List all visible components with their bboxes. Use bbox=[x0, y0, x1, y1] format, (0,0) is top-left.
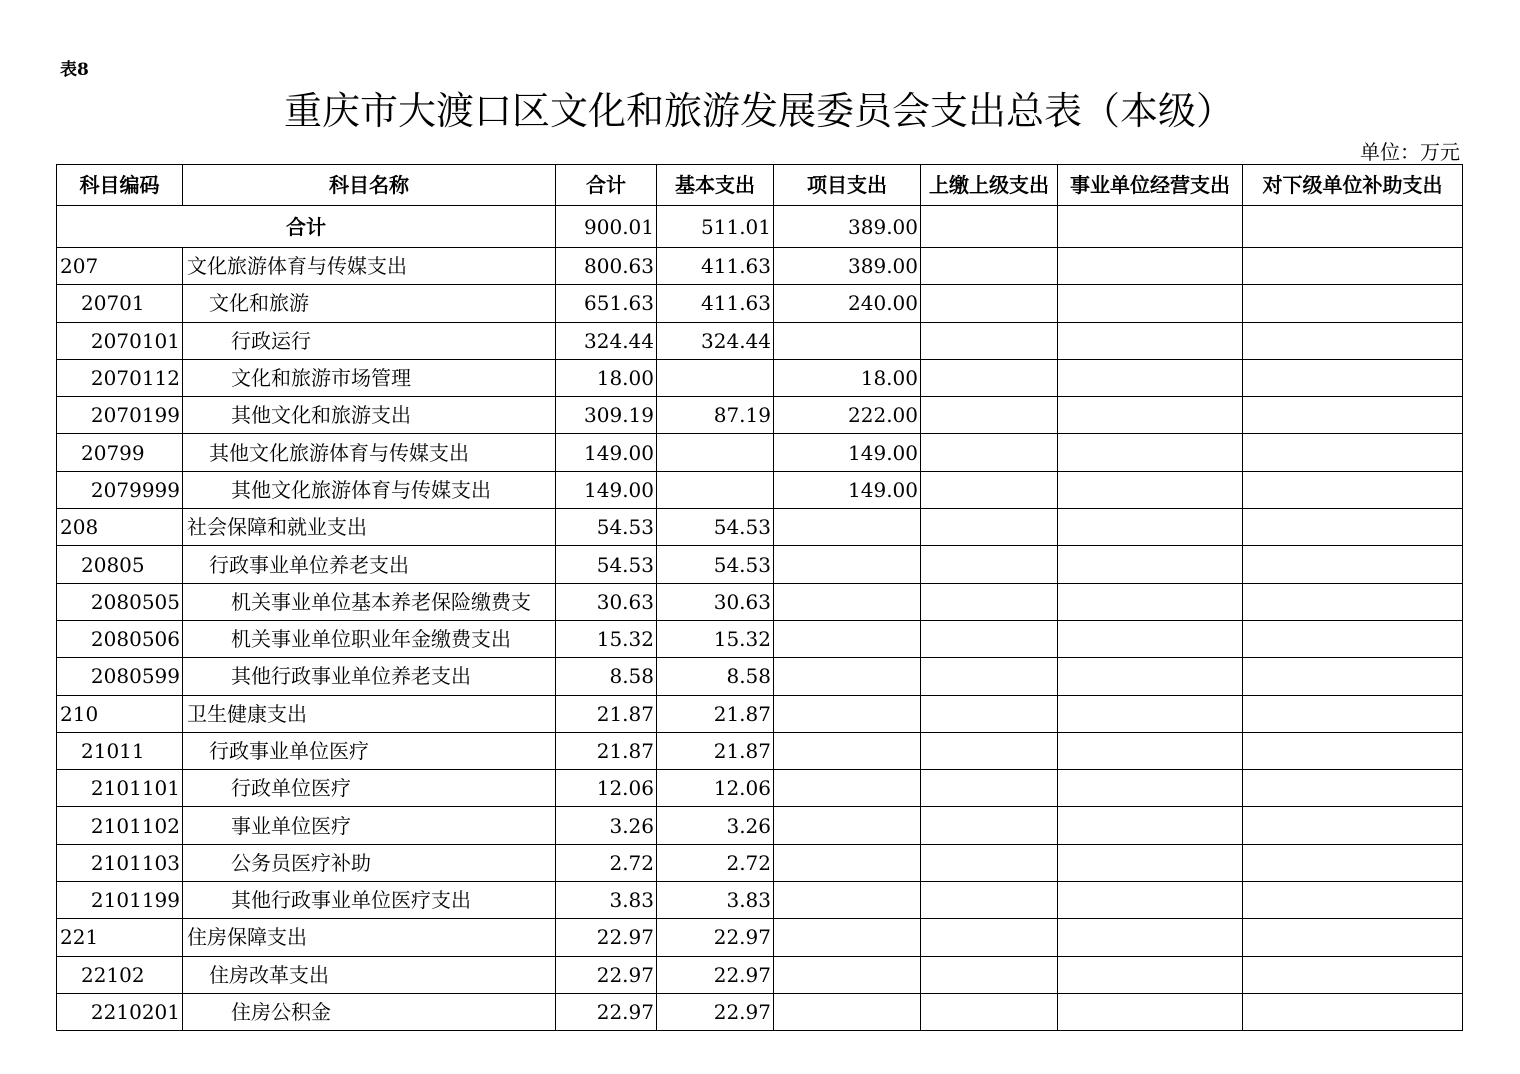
row-upper bbox=[921, 583, 1058, 620]
row-project: 149.00 bbox=[774, 434, 921, 471]
row-name: 其他文化旅游体育与传媒支出 bbox=[183, 434, 556, 471]
row-project: 240.00 bbox=[774, 285, 921, 322]
header-upper: 上缴上级支出 bbox=[921, 165, 1058, 206]
row-project: 222.00 bbox=[774, 397, 921, 434]
row-project bbox=[774, 322, 921, 359]
table-row bbox=[57, 248, 1463, 285]
row-basic bbox=[657, 434, 774, 471]
row-basic: 54.53 bbox=[657, 546, 774, 583]
header-name: 科目名称 bbox=[183, 165, 556, 206]
row-business bbox=[1058, 285, 1243, 322]
row-project bbox=[774, 658, 921, 695]
table-row bbox=[57, 919, 1463, 956]
row-code: 21011 bbox=[57, 732, 183, 769]
row-name: 卫生健康支出 bbox=[183, 695, 556, 732]
row-business bbox=[1058, 471, 1243, 508]
table-row bbox=[57, 285, 1463, 322]
row-code: 20799 bbox=[57, 434, 183, 471]
row-project bbox=[774, 956, 921, 993]
table-row bbox=[57, 732, 1463, 769]
row-subsidy bbox=[1243, 248, 1463, 285]
row-project bbox=[774, 546, 921, 583]
row-upper bbox=[921, 359, 1058, 396]
row-sum: 651.63 bbox=[556, 285, 657, 322]
page-title: 重庆市大渡口区文化和旅游发展委员会支出总表（本级） bbox=[283, 89, 1234, 133]
row-business bbox=[1058, 770, 1243, 807]
row-basic bbox=[657, 471, 774, 508]
row-project bbox=[774, 620, 921, 657]
unit-label: 单位：万元 bbox=[1360, 140, 1460, 164]
row-basic: 2.72 bbox=[657, 844, 774, 881]
row-code: 2101101 bbox=[57, 770, 183, 807]
row-name: 事业单位医疗 bbox=[183, 807, 556, 844]
row-code: 2070112 bbox=[57, 359, 183, 396]
row-sum: 3.26 bbox=[556, 807, 657, 844]
header-basic: 基本支出 bbox=[657, 165, 774, 206]
row-subsidy bbox=[1243, 397, 1463, 434]
row-project bbox=[774, 993, 921, 1030]
row-code: 20701 bbox=[57, 285, 183, 322]
row-project bbox=[774, 583, 921, 620]
row-subsidy bbox=[1243, 509, 1463, 546]
row-code: 2070199 bbox=[57, 397, 183, 434]
row-sum: 149.00 bbox=[556, 434, 657, 471]
row-upper bbox=[921, 620, 1058, 657]
row-business bbox=[1058, 509, 1243, 546]
row-project bbox=[774, 882, 921, 919]
row-business bbox=[1058, 882, 1243, 919]
total-row bbox=[57, 206, 1463, 248]
row-code: 2079999 bbox=[57, 471, 183, 508]
row-business bbox=[1058, 322, 1243, 359]
table-row bbox=[57, 993, 1463, 1030]
header-project: 项目支出 bbox=[774, 165, 921, 206]
table-row bbox=[57, 397, 1463, 434]
row-upper bbox=[921, 546, 1058, 583]
row-name: 住房保障支出 bbox=[183, 919, 556, 956]
row-subsidy bbox=[1243, 322, 1463, 359]
row-upper bbox=[921, 956, 1058, 993]
row-basic: 411.63 bbox=[657, 248, 774, 285]
row-basic: 21.87 bbox=[657, 695, 774, 732]
row-name: 行政运行 bbox=[183, 322, 556, 359]
row-code: 2080599 bbox=[57, 658, 183, 695]
row-basic: 22.97 bbox=[657, 919, 774, 956]
row-basic: 324.44 bbox=[657, 322, 774, 359]
row-sum: 149.00 bbox=[556, 471, 657, 508]
row-business bbox=[1058, 919, 1243, 956]
row-subsidy bbox=[1243, 732, 1463, 769]
row-upper bbox=[921, 471, 1058, 508]
table-row bbox=[57, 509, 1463, 546]
row-basic: 15.32 bbox=[657, 620, 774, 657]
row-sum: 21.87 bbox=[556, 732, 657, 769]
row-code: 207 bbox=[57, 248, 183, 285]
row-sum: 22.97 bbox=[556, 993, 657, 1030]
row-name: 文化旅游体育与传媒支出 bbox=[183, 248, 556, 285]
row-basic: 22.97 bbox=[657, 993, 774, 1030]
row-name: 住房公积金 bbox=[183, 993, 556, 1030]
row-upper bbox=[921, 658, 1058, 695]
row-sum: 54.53 bbox=[556, 546, 657, 583]
row-name: 机关事业单位基本养老保险缴费支 bbox=[183, 583, 556, 620]
expenditure-table bbox=[56, 164, 1463, 1031]
table-row bbox=[57, 956, 1463, 993]
row-sum: 21.87 bbox=[556, 695, 657, 732]
row-name: 公务员医疗补助 bbox=[183, 844, 556, 881]
row-project: 18.00 bbox=[774, 359, 921, 396]
row-business bbox=[1058, 732, 1243, 769]
row-upper bbox=[921, 807, 1058, 844]
row-subsidy bbox=[1243, 956, 1463, 993]
row-name: 其他行政事业单位医疗支出 bbox=[183, 882, 556, 919]
row-sum: 54.53 bbox=[556, 509, 657, 546]
row-sum: 324.44 bbox=[556, 322, 657, 359]
header-row bbox=[57, 165, 1463, 206]
row-upper bbox=[921, 770, 1058, 807]
row-code: 2101199 bbox=[57, 882, 183, 919]
row-code: 2080505 bbox=[57, 583, 183, 620]
row-business bbox=[1058, 956, 1243, 993]
row-sum: 12.06 bbox=[556, 770, 657, 807]
row-subsidy bbox=[1243, 658, 1463, 695]
row-code: 208 bbox=[57, 509, 183, 546]
row-upper bbox=[921, 882, 1058, 919]
row-project bbox=[774, 919, 921, 956]
row-business bbox=[1058, 359, 1243, 396]
row-subsidy bbox=[1243, 695, 1463, 732]
row-business bbox=[1058, 583, 1243, 620]
row-project: 149.00 bbox=[774, 471, 921, 508]
row-sum: 15.32 bbox=[556, 620, 657, 657]
row-code: 22102 bbox=[57, 956, 183, 993]
table-row bbox=[57, 322, 1463, 359]
row-upper bbox=[921, 919, 1058, 956]
row-name: 文化和旅游 bbox=[183, 285, 556, 322]
table-row bbox=[57, 583, 1463, 620]
header-subsidy: 对下级单位补助支出 bbox=[1243, 165, 1463, 206]
row-business bbox=[1058, 546, 1243, 583]
total-label: 合计 bbox=[57, 206, 556, 248]
row-project bbox=[774, 695, 921, 732]
row-business bbox=[1058, 695, 1243, 732]
row-subsidy bbox=[1243, 285, 1463, 322]
table-row bbox=[57, 695, 1463, 732]
total-business bbox=[1058, 206, 1243, 248]
header-sum: 合计 bbox=[556, 165, 657, 206]
row-code: 20805 bbox=[57, 546, 183, 583]
row-upper bbox=[921, 732, 1058, 769]
row-basic: 3.83 bbox=[657, 882, 774, 919]
row-subsidy bbox=[1243, 844, 1463, 881]
row-name: 文化和旅游市场管理 bbox=[183, 359, 556, 396]
row-subsidy bbox=[1243, 919, 1463, 956]
row-business bbox=[1058, 993, 1243, 1030]
total-upper bbox=[921, 206, 1058, 248]
table-row bbox=[57, 882, 1463, 919]
row-upper bbox=[921, 434, 1058, 471]
row-code: 210 bbox=[57, 695, 183, 732]
table-row bbox=[57, 620, 1463, 657]
row-subsidy bbox=[1243, 434, 1463, 471]
row-business bbox=[1058, 658, 1243, 695]
row-basic: 3.26 bbox=[657, 807, 774, 844]
row-name: 住房改革支出 bbox=[183, 956, 556, 993]
row-code: 2101103 bbox=[57, 844, 183, 881]
row-upper bbox=[921, 322, 1058, 359]
row-sum: 22.97 bbox=[556, 956, 657, 993]
row-upper bbox=[921, 695, 1058, 732]
table-row bbox=[57, 359, 1463, 396]
row-subsidy bbox=[1243, 770, 1463, 807]
table-row bbox=[57, 844, 1463, 881]
row-project bbox=[774, 844, 921, 881]
row-basic: 8.58 bbox=[657, 658, 774, 695]
row-project bbox=[774, 807, 921, 844]
row-subsidy bbox=[1243, 882, 1463, 919]
row-code: 2080506 bbox=[57, 620, 183, 657]
row-subsidy bbox=[1243, 620, 1463, 657]
row-basic: 21.87 bbox=[657, 732, 774, 769]
row-sum: 8.58 bbox=[556, 658, 657, 695]
row-subsidy bbox=[1243, 993, 1463, 1030]
row-subsidy bbox=[1243, 583, 1463, 620]
row-name: 机关事业单位职业年金缴费支出 bbox=[183, 620, 556, 657]
row-subsidy bbox=[1243, 546, 1463, 583]
row-name: 行政事业单位医疗 bbox=[183, 732, 556, 769]
table-row bbox=[57, 471, 1463, 508]
table-row bbox=[57, 546, 1463, 583]
row-subsidy bbox=[1243, 807, 1463, 844]
row-project bbox=[774, 509, 921, 546]
row-upper bbox=[921, 397, 1058, 434]
row-sum: 309.19 bbox=[556, 397, 657, 434]
row-code: 2070101 bbox=[57, 322, 183, 359]
row-project bbox=[774, 732, 921, 769]
row-sum: 18.00 bbox=[556, 359, 657, 396]
row-basic: 411.63 bbox=[657, 285, 774, 322]
row-business bbox=[1058, 434, 1243, 471]
row-code: 2210201 bbox=[57, 993, 183, 1030]
row-basic bbox=[657, 359, 774, 396]
header-code: 科目编码 bbox=[57, 165, 183, 206]
row-upper bbox=[921, 509, 1058, 546]
row-sum: 800.63 bbox=[556, 248, 657, 285]
row-name: 其他文化旅游体育与传媒支出 bbox=[183, 471, 556, 508]
row-basic: 22.97 bbox=[657, 956, 774, 993]
row-sum: 30.63 bbox=[556, 583, 657, 620]
row-name: 社会保障和就业支出 bbox=[183, 509, 556, 546]
row-name: 行政单位医疗 bbox=[183, 770, 556, 807]
total-basic: 511.01 bbox=[657, 206, 774, 248]
row-upper bbox=[921, 248, 1058, 285]
row-name: 其他文化和旅游支出 bbox=[183, 397, 556, 434]
header-business: 事业单位经营支出 bbox=[1058, 165, 1243, 206]
row-sum: 3.83 bbox=[556, 882, 657, 919]
row-business bbox=[1058, 807, 1243, 844]
total-sum: 900.01 bbox=[556, 206, 657, 248]
row-business bbox=[1058, 620, 1243, 657]
row-name: 行政事业单位养老支出 bbox=[183, 546, 556, 583]
row-code: 2101102 bbox=[57, 807, 183, 844]
row-upper bbox=[921, 844, 1058, 881]
table-row bbox=[57, 658, 1463, 695]
row-basic: 30.63 bbox=[657, 583, 774, 620]
row-business bbox=[1058, 248, 1243, 285]
total-subsidy bbox=[1243, 206, 1463, 248]
total-project: 389.00 bbox=[774, 206, 921, 248]
row-basic: 87.19 bbox=[657, 397, 774, 434]
row-name: 其他行政事业单位养老支出 bbox=[183, 658, 556, 695]
row-business bbox=[1058, 397, 1243, 434]
table-number: 表8 bbox=[60, 60, 89, 80]
row-sum: 2.72 bbox=[556, 844, 657, 881]
row-code: 221 bbox=[57, 919, 183, 956]
row-basic: 54.53 bbox=[657, 509, 774, 546]
row-basic: 12.06 bbox=[657, 770, 774, 807]
row-sum: 22.97 bbox=[556, 919, 657, 956]
row-business bbox=[1058, 844, 1243, 881]
row-subsidy bbox=[1243, 471, 1463, 508]
row-project bbox=[774, 770, 921, 807]
table-row bbox=[57, 770, 1463, 807]
table-row bbox=[57, 807, 1463, 844]
row-upper bbox=[921, 285, 1058, 322]
row-project: 389.00 bbox=[774, 248, 921, 285]
row-upper bbox=[921, 993, 1058, 1030]
table-row bbox=[57, 434, 1463, 471]
row-subsidy bbox=[1243, 359, 1463, 396]
